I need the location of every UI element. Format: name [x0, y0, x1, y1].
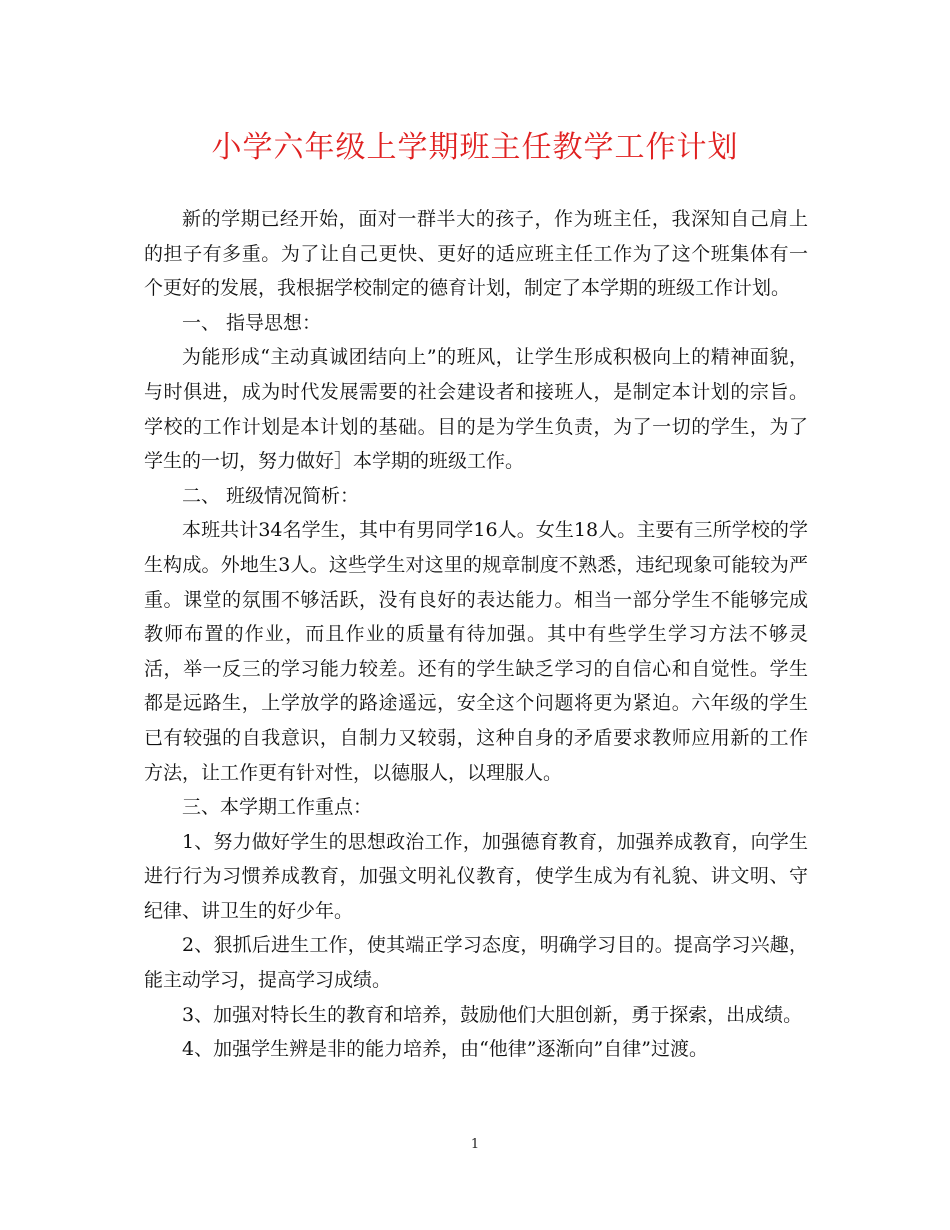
list-item-focus-2: 2、狠抓后进生工作，使其端正学习态度，明确学习目的。提高学习兴趣，能主动学习，提高学习成绩。 [144, 934, 808, 992]
section-heading-guiding-ideology: 一、 指导思想： [182, 311, 322, 334]
document-body [144, 202, 808, 1067]
list-item-focus-1: 1、努力做好学生的思想政治工作，加强德育教育，加强养成教育，向学生进行行为习惯养成教育，加强文明礼仪教育，使学生成为有礼貌、讲文明、守纪律、讲卫生的好少年。 [144, 830, 808, 922]
section-heading-work-focus: 三、本学期工作重点： [182, 796, 373, 819]
paragraph-intro: 新的学期已经开始，面对一群半大的孩子，作为班主任，我深知自己肩上的担子有多重。为了让自己更快、更好的适应班主任工作为了这个班集体有一个更好的发展，我根据学校制定的德育计划，制定了本学期的班级工作计划。 [144, 208, 808, 300]
section-heading-class-analysis: 二、 班级情况简析： [182, 484, 360, 507]
list-item-focus-4: 4、加强学生辨是非的能力培养，由“他律”逐渐向”自律”过渡。 [182, 1038, 708, 1061]
page-number: 1 [470, 1137, 480, 1152]
paragraph-class-analysis: 本班共计34名学生，其中有男同学16人。女生18人。主要有三所学校的学生构成。外地生3人。这些学生对这里的规章制度不熟悉，违纪现象可能较为严重。课堂的氛围不够活跃，没有良好的表达能力。相当一部分学生不能够完成教师布置的作业，而且作业的质量有待加强。其中有些学生学习方法不够灵活，举一反三的学习能力较差。还有的学生缺乏学习的自信心和自觉性。学生都是远路生，上学放学的路途遥远，安全这个问题将更为紧迫。六年级的学生已有较强的自我意识，自制力又较弱，这种自身的矛盾要求教师应用新的工作方法，让工作更有针对性，以德服人，以理服人。 [144, 519, 808, 784]
paragraph-guiding-ideology: 为能形成“主动真诚团结向上”的班风，让学生形成积极向上的精神面貌，与时俱进，成为时代发展需要的社会建设者和接班人，是制定本计划的宗旨。学校的工作计划是本计划的基础。目的是为学生负责，为了一切的学生，为了学生的一切，努力做好］本学期的班级工作。 [144, 346, 808, 473]
page-title: 小学六年级上学期班主任教学工作计划 [211, 130, 739, 165]
list-item-focus-3: 3、加强对特长生的教育和培养，鼓励他们大胆创新，勇于探索，出成绩。 [182, 1003, 803, 1026]
